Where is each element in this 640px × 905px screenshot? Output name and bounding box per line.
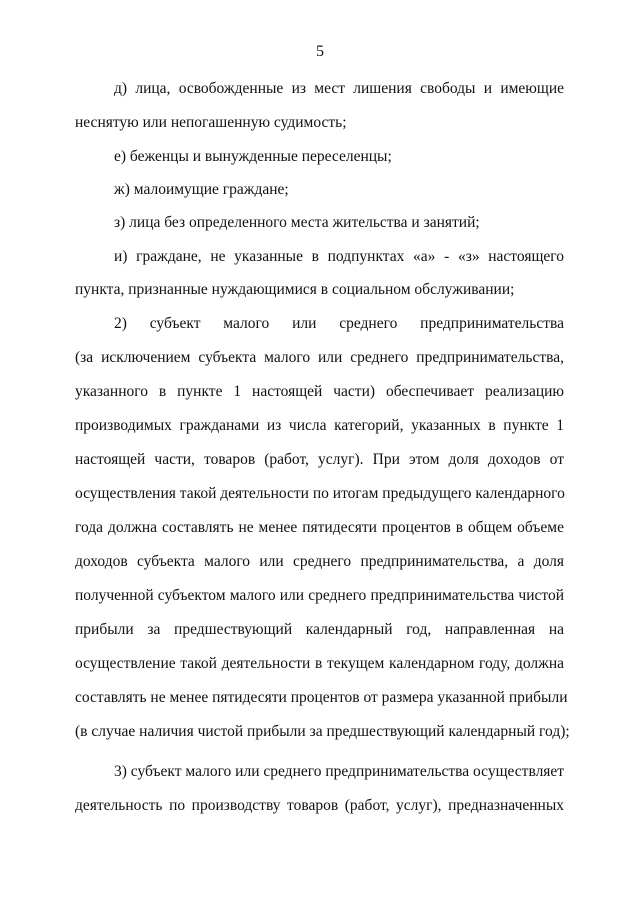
- text-line: прибыли за предшествующий календарный год, направленная на: [75, 621, 564, 638]
- text-line: д) лица, освобожденные из мест лишения свободы и имеющие: [114, 80, 564, 97]
- text-line: настоящей части, товаров (работ, услуг). При этом доля доходов от: [75, 451, 564, 468]
- text-line: осуществление такой деятельности в текущем календарном году, должна: [75, 655, 564, 672]
- text-line: доходов субъекта малого или среднего предпринимательства, а доля: [75, 553, 564, 570]
- text-line: е) беженцы и вынужденные переселенцы;: [114, 148, 392, 165]
- text-line: года должна составлять не менее пятидесяти процентов в общем объеме: [75, 519, 564, 536]
- text-line: пункта, признанные нуждающимися в социальном обслуживании;: [75, 281, 515, 298]
- text-line: (за исключением субъекта малого или среднего предпринимательства,: [75, 349, 564, 366]
- text-line: 3) субъект малого или среднего предпринимательства осуществляет: [114, 763, 565, 780]
- text-line: (в случае наличия чистой прибыли за предшествующий календарный год);: [75, 723, 570, 740]
- text-line: составлять не менее пятидесяти процентов от размера указанной прибыли: [75, 689, 568, 706]
- text-line: указанного в пункте 1 настоящей части) обеспечивает реализацию: [75, 383, 564, 400]
- text-line: з) лица без определенного места жительства и занятий;: [114, 214, 480, 231]
- text-line: осуществления такой деятельности по итогам предыдущего календарного: [75, 485, 565, 502]
- text-line: неснятую или непогашенную судимость;: [75, 114, 347, 131]
- page-number: 5: [316, 43, 324, 60]
- text-line: производимых гражданами из числа категорий, указанных в пункте 1: [75, 417, 564, 434]
- text-line: полученной субъектом малого или среднего предпринимательства чистой: [75, 587, 564, 604]
- text-line: ж) малоимущие граждане;: [114, 181, 289, 198]
- text-line: деятельность по производству товаров (работ, услуг), предназначенных: [75, 797, 564, 814]
- text-line: 2) субъект малого или среднего предпринимательства: [114, 315, 564, 332]
- text-line: и) граждане, не указанные в подпунктах «а» - «з» настоящего: [114, 248, 564, 265]
